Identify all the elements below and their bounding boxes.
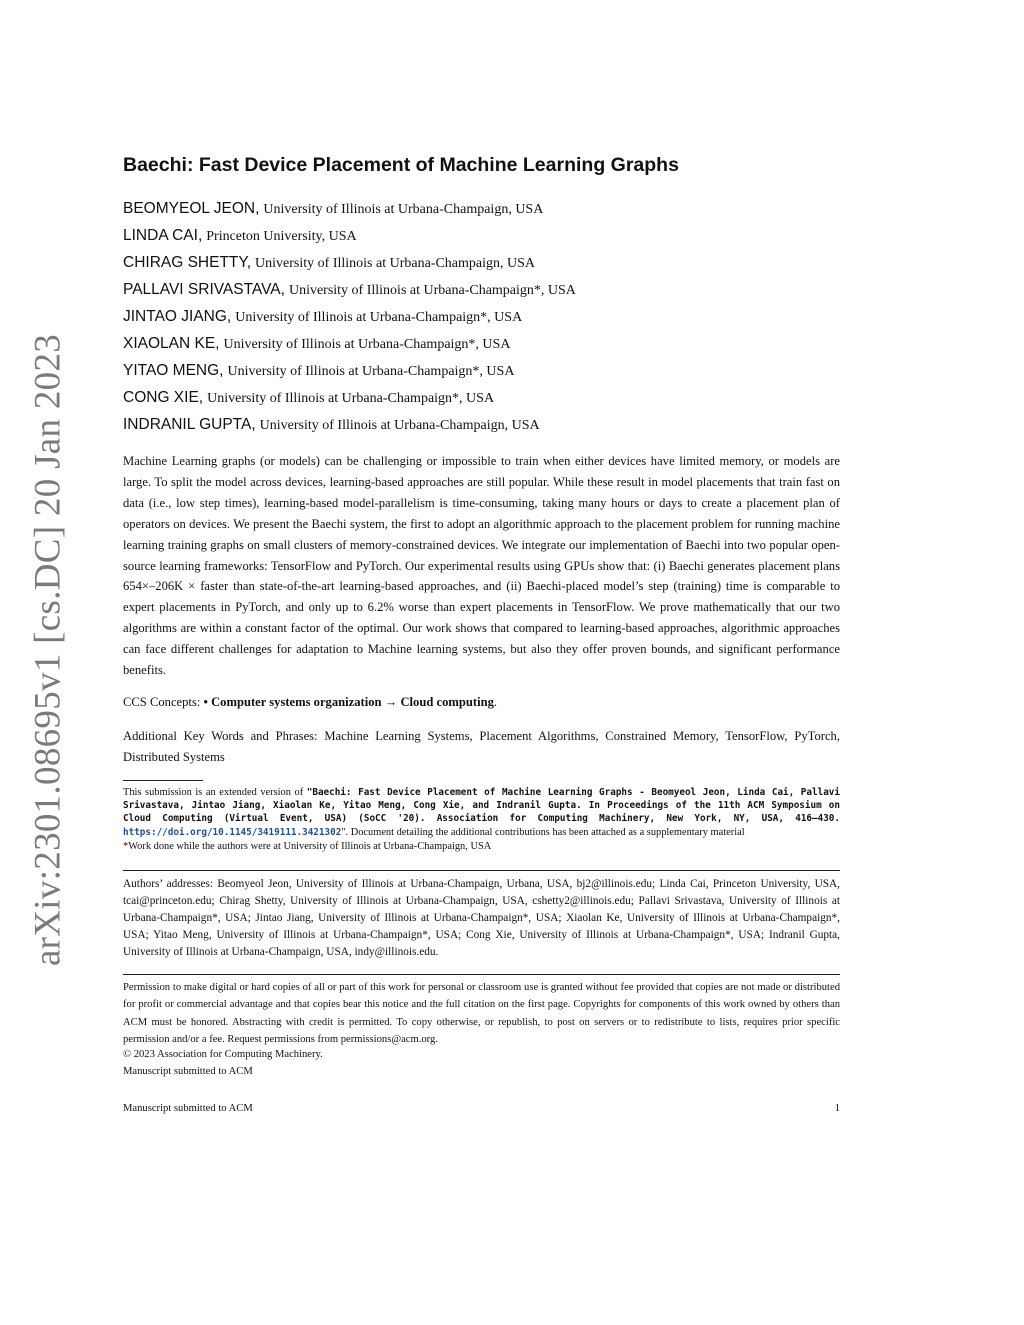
author-entry <box>123 198 576 225</box>
author-entry <box>123 252 576 279</box>
footnote-divider <box>123 780 203 781</box>
author-name: PALLAVI SRIVASTAVA, <box>123 281 285 298</box>
author-name: CONG XIE, <box>123 389 204 406</box>
ccs-bullet: • <box>203 695 208 709</box>
ccs-concept: Computer systems organization <box>211 695 382 709</box>
ccs-subconcept: Cloud computing <box>400 695 494 709</box>
copyright-notice: © 2023 Association for Computing Machinery. <box>123 1049 323 1060</box>
author-name: XIAOLAN KE, <box>123 335 220 352</box>
author-addresses: Authors’ addresses: Beomyeol Jeon, University of Illinois at Urbana-Champaign, Urbana, USA, bj2@illinois.edu; Linda Cai, Princeton University, USA, tcai@princeton.edu; Chirag Shetty, University of Illinois at Urbana-Champaign, USA, cshetty2@illinois.edu; Pallavi Srivastava, University of Illinois at Urbana-Champaign*, USA; Jintao Jiang, University of Illinois at Urbana-Champaign*, USA; Xiaolan Ke, University of Illinois at Urbana-Champaign*, USA; Yitao Meng, University of Illinois at Urbana-Champaign*, USA; Cong Xie, University of Illinois at Urbana-Champaign*, USA; Indranil Gupta, University of Illinois at Urbana-Champaign, USA, indy@illinois.edu. <box>123 878 840 958</box>
arxiv-sidebar <box>0 0 92 1325</box>
author-name: LINDA CAI, <box>123 227 203 244</box>
page-number: 1 <box>834 1103 840 1114</box>
author-affiliation: University of Illinois at Urbana-Champaign, USA <box>255 256 535 271</box>
author-entry <box>123 360 576 387</box>
author-affiliation: University of Illinois at Urbana-Champaign*, USA <box>223 337 511 352</box>
author-list <box>123 198 576 441</box>
work-footnote: *Work done while the authors were at University of Illinois at Urbana-Champaign, USA <box>123 841 492 852</box>
doi-link[interactable]: https://doi.org/10.1145/3419111.3421302 <box>123 826 342 838</box>
manuscript-note: Manuscript submitted to ACM <box>123 1066 253 1077</box>
footnote-citation: "Baechi: Fast Device Placement of Machine Learning Graphs - Beomyeol Jeon, Linda Cai, Pallavi Srivastava, Jintao Jiang, Xiaolan Ke, Yitao Meng, Cong Xie, and Indranil Gupta. In Proceedings of the 11th ACM Symposium on Cloud Computing (Virtual Event, USA) (SoCC '20). Association for Computing Machinery, New York, NY, USA, 416–430. <box>123 787 840 825</box>
author-name: INDRANIL GUPTA, <box>123 416 256 433</box>
author-entry <box>123 414 576 441</box>
addresses-divider <box>123 870 840 871</box>
author-entry <box>123 333 576 360</box>
permission-divider <box>123 974 840 975</box>
author-affiliation: University of Illinois at Urbana-Champaign*, USA <box>227 364 515 379</box>
author-affiliation: Princeton University, USA <box>206 229 357 244</box>
page-footer <box>123 1101 840 1117</box>
author-affiliation: University of Illinois at Urbana-Champaign*, USA <box>207 391 495 406</box>
keywords: Additional Key Words and Phrases: Machine Learning Systems, Placement Algorithms, Constrained Memory, TensorFlow, PyTorch, Distributed Systems <box>123 729 840 764</box>
author-entry <box>123 279 576 306</box>
author-affiliation: University of Illinois at Urbana-Champaign*, USA <box>288 283 576 298</box>
author-entry <box>123 225 576 252</box>
arxiv-identifier: arXiv:2301.08695v1 [cs.DC] 20 Jan 2023 <box>27 333 69 967</box>
ccs-label: CCS Concepts: <box>123 695 204 709</box>
paper-title: Baechi: Fast Device Placement of Machine Learning Graphs <box>123 154 679 176</box>
author-name: YITAO MENG, <box>123 362 224 379</box>
author-affiliation: University of Illinois at Urbana-Champaign*, USA <box>235 310 523 325</box>
author-name: CHIRAG SHETTY, <box>123 254 252 271</box>
footnote-suffix: ". Document detailing the additional contributions has been attached as a supplementary material <box>341 826 745 838</box>
ccs-end: . <box>493 695 498 709</box>
permission-notice: Permission to make digital or hard copies of all or part of this work for personal or classroom use is granted without fee provided that copies are not made or distributed for profit or commercial advantage and that copies bear this notice and the full citation on the first page. Copyrights for components of this work owned by others than ACM must be honored. Abstracting with credit is permitted. To copy otherwise, or republish, to post on servers or to redistribute to lists, requires prior specific permission and/or a fee. Request permissions from permissions@acm.org. <box>123 982 840 1046</box>
submission-footnote <box>123 786 840 839</box>
author-name: BEOMYEOL JEON, <box>123 200 260 217</box>
footnote-prefix: This submission is an extended version of <box>123 787 307 798</box>
ccs-concepts <box>123 692 840 712</box>
author-name: JINTAO JIANG, <box>123 308 232 325</box>
author-entry <box>123 387 576 414</box>
author-affiliation: University of Illinois at Urbana-Champaign, USA <box>263 202 544 217</box>
footer-journal: Manuscript submitted to ACM <box>123 1103 253 1114</box>
abstract: Machine Learning graphs (or models) can be challenging or impossible to train when either devices have limited memory, or models are large. To split the model across devices, learning-based approaches are still popular. While these result in model placements that train fast on data (i.e., low step times), learning-based model-parallelism is time-consuming, taking many hours or days to create a placement plan of operators on devices. We present the Baechi system, the first to adopt an algorithmic approach to the placement problem for running machine learning training graphs on small clusters of memory-constrained devices. We integrate our implementation of Baechi into two popular open-source learning frameworks: TensorFlow and PyTorch. Our experimental results using GPUs show that: (i) Baechi generates placement plans 654×–206K × faster than state-of-the-art learning-based approaches, and (ii) Baechi-placed model’s step (training) time is comparable to expert placements in PyTorch, and only up to 6.2% worse than expert placements in TensorFlow. We prove mathematically that our two algorithms are within a constant factor of the optimal. Our work shows that compared to learning-based approaches, algorithmic approaches can face different challenges for adaptation to Machine learning systems, but also they offer proven bounds, and significant performance benefits. <box>123 454 840 678</box>
author-entry <box>123 306 576 333</box>
author-affiliation: University of Illinois at Urbana-Champaign, USA <box>259 418 540 433</box>
ccs-arrow: → <box>384 695 398 709</box>
